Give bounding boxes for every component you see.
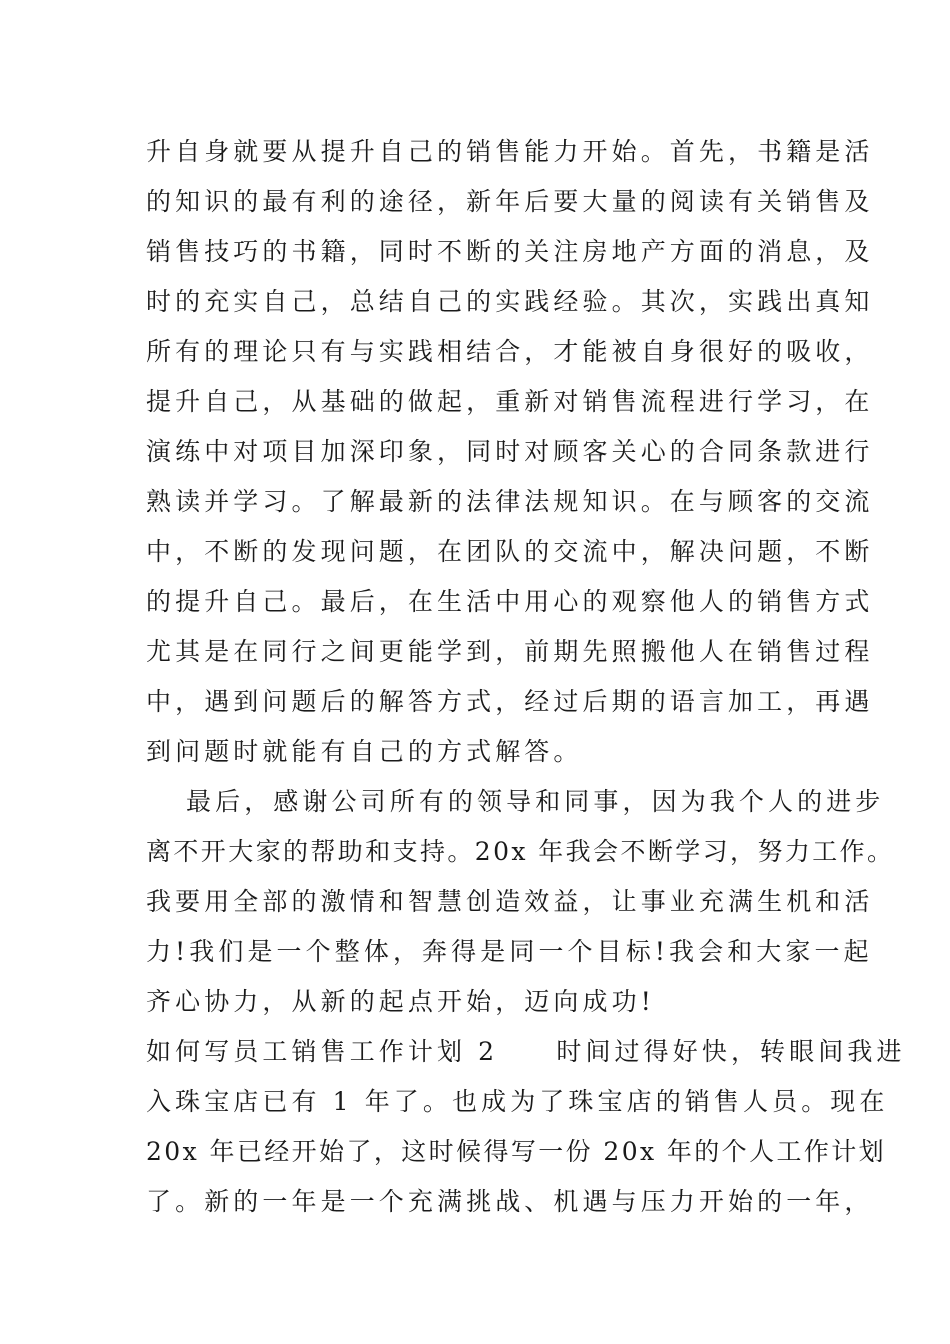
text-line: 销售技巧的书籍，同时不断的关注房地产方面的消息，及 xyxy=(146,237,874,266)
text-line: 到问题时就能有自己的方式解答。 xyxy=(146,737,583,766)
text-line: 的知识的最有利的途径，新年后要大量的阅读有关销售及 xyxy=(146,187,874,216)
text-line: 了。新的一年是一个充满挑战、机遇与压力开始的一年， xyxy=(146,1187,874,1216)
text-line: 我要用全部的激情和智慧创造效益，让事业充满生机和活 xyxy=(146,887,874,916)
document-body xyxy=(146,127,906,1227)
text-line: 时的充实自己，总结自己的实践经验。其次，实践出真知 xyxy=(146,287,874,316)
text-line: 提升自己，从基础的做起，重新对销售流程进行学习，在 xyxy=(146,387,874,416)
section-heading-line: 如何写员工销售工作计划 2 时间过得好快，转眼间我进 xyxy=(146,1037,906,1066)
text-line: 升自身就要从提升自己的销售能力开始。首先，书籍是活 xyxy=(146,137,874,166)
text-line: 的提升自己。最后，在生活中用心的观察他人的销售方式 xyxy=(146,587,874,616)
text-line: 齐心协力，从新的起点开始，迈向成功! xyxy=(146,987,655,1016)
text-line: 入珠宝店已有 1 年了。也成为了珠宝店的销售人员。现在 xyxy=(146,1087,889,1116)
text-line: 所有的理论只有与实践相结合，才能被自身很好的吸收， xyxy=(146,337,874,366)
text-line: 熟读并学习。了解最新的法律法规知识。在与顾客的交流 xyxy=(146,487,874,516)
paragraph-first-line: 最后，感谢公司所有的领导和同事，因为我个人的进步 xyxy=(186,787,885,816)
text-line: 尤其是在同行之间更能学到，前期先照搬他人在销售过程 xyxy=(146,637,874,666)
text-line: 离不开大家的帮助和支持。20x 年我会不断学习，努力工作。 xyxy=(146,837,895,866)
text-line: 中，遇到问题后的解答方式，经过后期的语言加工，再遇 xyxy=(146,687,874,716)
text-line: 中，不断的发现问题，在团队的交流中，解决问题，不断 xyxy=(146,537,874,566)
text-line: 20x 年已经开始了，这时候得写一份 20x 年的个人工作计划 xyxy=(146,1137,887,1166)
text-line: 演练中对项目加深印象，同时对顾客关心的合同条款进行 xyxy=(146,437,874,466)
text-line: 力!我们是一个整体，奔得是同一个目标!我会和大家一起 xyxy=(146,937,873,966)
